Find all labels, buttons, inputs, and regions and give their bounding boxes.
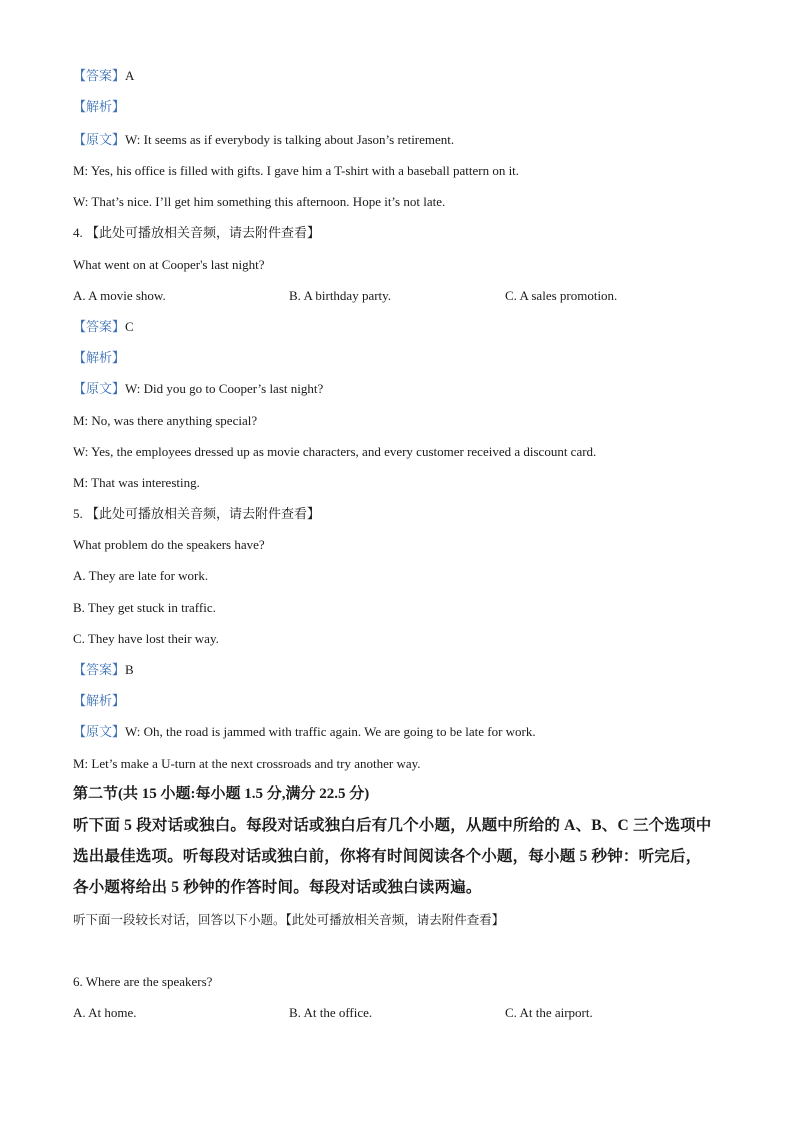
q4-answer-line [73,319,134,335]
q4-option-b: B. A birthday party. [289,288,392,303]
q6-option-b: B. At the office. [289,1005,373,1020]
section-title: 第二节(共 15 小题:每小题 1.5 分,满分 22.5 分) [73,786,370,802]
answer-value: B [125,662,134,677]
q6-option-a: A. At home. [73,1005,137,1020]
q5-question: What problem do the speakers have? [73,537,265,552]
q4-transcript-line-3: W: Yes, the employees dressed up as movie characters, and every customer received a discount card. [73,444,597,459]
q5-option-c: C. They have lost their way. [73,631,219,646]
q3-answer-line [73,68,134,84]
q4-option-c: C. A sales promotion. [505,288,618,303]
transcript-text: W: It seems as if everybody is talking about Jason’s retirement. [125,132,455,147]
q4-transcript-line-4: M: That was interesting. [73,475,200,490]
q4-transcript-line-2: M: No, was there anything special? [73,413,258,428]
q5-option-b: B. They get stuck in traffic. [73,600,216,615]
answer-tag: 【答案】 [73,662,126,677]
q4-analysis-tag: 【解析】 [73,350,126,365]
transcript-tag: 【原文】 [73,724,126,739]
q3-analysis-tag: 【解析】 [73,99,126,114]
q3-transcript-line-3: W: That’s nice. I’ll get him something this afternoon. Hope it’s not late. [73,194,446,209]
section-instruction-1: 听下面 5 段对话或独白。每段对话或独白后有几个小题，从题中所给的 A、B、C 三个选项中 [73,817,712,834]
q5-option-a: A. They are late for work. [73,568,209,583]
section-instruction-3: 各小题将给出 5 秒钟的作答时间。每段对话或独白读两遍。 [73,879,482,896]
q5-analysis-tag: 【解析】 [73,693,126,708]
q3-transcript-line-2: M: Yes, his office is filled with gifts. I gave him a T-shirt with a baseball pattern on it. [73,163,520,178]
transcript-text: W: Oh, the road is jammed with traffic again. We are going to be late for work. [125,724,536,739]
q4-question: What went on at Cooper's last night? [73,257,265,272]
q6-question: 6. Where are the speakers? [73,974,213,989]
q5-transcript-line-1 [73,724,536,740]
q5-answer-line [73,662,134,678]
section-note: 听下面一段较长对话，回答以下小题。【此处可播放相关音频，请去附件查看】 [73,913,505,927]
transcript-tag: 【原文】 [73,381,126,396]
q5-transcript-line-2: M: Let’s make a U-turn at the next crossroads and try another way. [73,756,421,771]
q4-header: 4. 【此处可播放相关音频，请去附件查看】 [73,225,321,240]
transcript-tag: 【原文】 [73,132,126,147]
answer-tag: 【答案】 [73,68,126,83]
q4-transcript-line-1 [73,381,323,397]
q4-option-a: A. A movie show. [73,288,166,303]
answer-value: C [125,319,134,334]
q5-header: 5. 【此处可播放相关音频，请去附件查看】 [73,506,321,521]
transcript-text: W: Did you go to Cooper’s last night? [125,381,324,396]
q3-transcript-line-1 [73,132,454,148]
answer-tag: 【答案】 [73,319,126,334]
answer-value: A [125,68,135,83]
section-instruction-2: 选出最佳选项。听每段对话或独白前，你将有时间阅读各个小题，每小题 5 秒钟：听完后， [73,848,702,865]
q6-option-c: C. At the airport. [505,1005,593,1020]
